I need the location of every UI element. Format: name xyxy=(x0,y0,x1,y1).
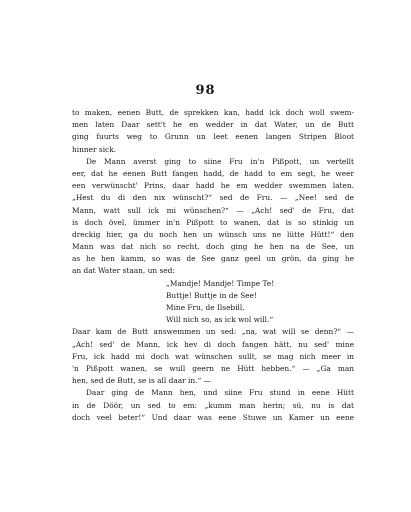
text-line: „Ach! sed' de Mann, ick hev di doch fangen hätt, nu sed' mine xyxy=(72,339,354,349)
text-line: to maken, eenen Butt, de sprekken kan, hadd ick doch woll swem- xyxy=(72,108,354,117)
text-line: Daar ging de Mann hen, und siine Fru stund in eene Hütt xyxy=(86,388,354,398)
text-line: Fru, ick hadd mi doch wat wünschen sullt, se mag nich meer in xyxy=(72,351,354,361)
text-line: men laten Daar sett't he en wedder in dat Water, un de Butt xyxy=(72,120,354,130)
verse-line: „Mandje! Mandje! Timpe Te! xyxy=(166,278,275,288)
text-line: Daar kam de Butt answemmen un sed: „na, wat will se denn?“ — xyxy=(72,327,354,337)
text-line: ging fuurts weg to Grunn un leet eenen langen Stripen Bloot xyxy=(72,132,354,142)
text-line: een verwünscht' Prins, daar hadd he em wedder swemmen laten. xyxy=(72,181,354,191)
text-line: Mann was dat nich so recht, doch ging he hen na de See, un xyxy=(72,242,354,252)
text-line: an dat Water staan, un sed: xyxy=(72,266,175,276)
text-line: as he hen kamm, so was de See ganz geel un grön, da ging he xyxy=(72,254,354,264)
text-line: 'n Pißpott wanen, se wull geern ne Hütt hebben.“ — „Ga man xyxy=(72,363,354,373)
verse-line: Mine Fru, de Ilsebill, xyxy=(166,303,245,312)
text-line: doch veel beter!“ Und daar was eene Stuwe un Kamer un eene xyxy=(72,412,354,422)
text-line: eer, dat he eenen Butt fangen hadd, de hadd to em segt, he weer xyxy=(72,168,354,178)
text-line: is doch övel, ümmer in'n Pißpott to wanen, dat is so stinkig un xyxy=(72,217,354,227)
text-line: Mann, watt sull ick mi wünschen?“ — „Ach! sed' de Fru, dat xyxy=(72,205,354,215)
body-text xyxy=(72,107,354,424)
text-line: dreckig hier, ga du noch hen un wünsch uns ne lütte Hütt!“ den xyxy=(72,229,354,239)
text-line: „Hest du di den nix wünscht?“ sed de Fru. — „Nee! sed de xyxy=(72,193,354,203)
page-number: 98 xyxy=(195,83,216,98)
text-line: De Mann averst ging to siine Fru in'n Pißpott, un vertellt xyxy=(86,156,354,166)
verse-line: Buttje! Buttje in de See! xyxy=(166,290,257,300)
text-line: in de Döör, un sed to em: „kumm man herin; sü, nu is dat xyxy=(72,400,354,410)
text-line: hen, sed de Butt, se is all daar in.“ — xyxy=(72,376,212,386)
verse-line: Will nich so, as ick wol will.“ xyxy=(166,315,274,325)
text-line: hinner sick. xyxy=(72,144,117,154)
